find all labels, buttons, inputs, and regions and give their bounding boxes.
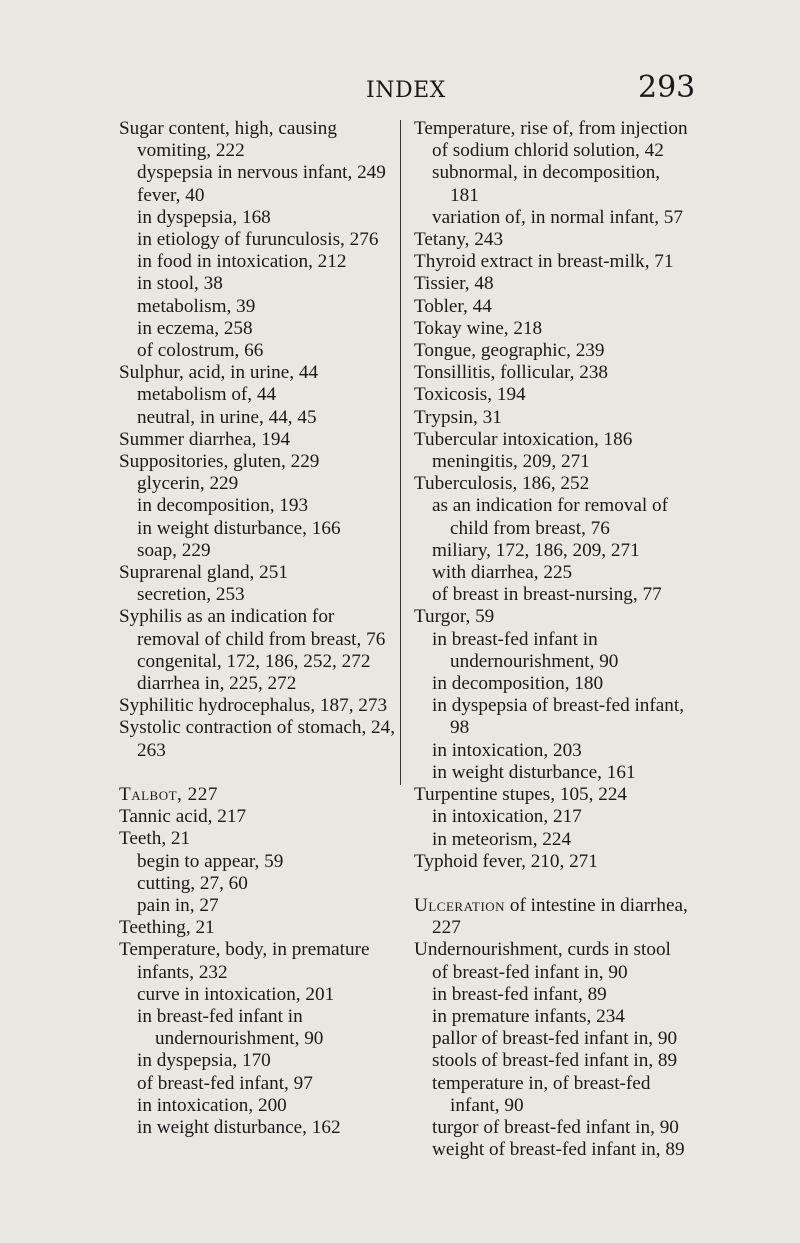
page-number: 293: [638, 70, 696, 105]
index-subentry: in weight disturbance, 162: [137, 1116, 341, 1138]
index-entry: Thyroid extract in breast-milk, 71: [414, 251, 674, 273]
index-subentry: dyspepsia in nervous infant, 249: [137, 162, 386, 184]
index-subentry: glycerin, 229: [137, 473, 239, 495]
index-column-left: [119, 118, 399, 1139]
column-divider: [400, 120, 401, 785]
index-subentry: congenital, 172, 186, 252, 272: [137, 650, 371, 672]
index-subentry: in etiology of furunculosis, 276: [137, 229, 379, 251]
index-entry: Toxicosis, 194: [414, 384, 526, 406]
index-subentry: stools of breast-fed infant in, 89: [432, 1050, 678, 1072]
index-subentry: in intoxication, 203: [432, 739, 582, 761]
index-subentry: in breast-fed infant in undernourishment, 90: [432, 628, 619, 672]
index-subentry: in eczema, 258: [137, 317, 253, 339]
index-subentry: secretion, 253: [137, 584, 245, 606]
index-entry: Teething, 21: [119, 917, 215, 939]
index-subentry: in decomposition, 193: [137, 495, 309, 517]
entry-gap: [414, 873, 690, 895]
index-subentry: of colostrum, 66: [137, 340, 264, 362]
index-entry: Syphilis as an indication for removal of child from breast, 76: [119, 606, 386, 650]
index-subentry: miliary, 172, 186, 209, 271: [432, 539, 640, 561]
index-subentry: with diarrhea, 225: [432, 562, 573, 584]
index-entry: Suppositories, gluten, 229: [119, 451, 320, 473]
index-subentry: neutral, in urine, 44, 45: [137, 406, 317, 428]
index-subentry: metabolism, 39: [137, 295, 256, 317]
index-subentry: in breast-fed infant, 89: [432, 983, 607, 1005]
index-subentry: begin to appear, 59: [137, 850, 284, 872]
index-entry: Tissier, 48: [414, 273, 494, 295]
index-column-right: [414, 118, 690, 1161]
index-subentry: pain in, 27: [137, 894, 219, 916]
index-entry: Tonsillitis, follicular, 238: [414, 362, 609, 384]
index-subentry: weight of breast-fed infant in, 89: [432, 1139, 685, 1161]
index-entry: Turgor, 59: [414, 606, 495, 628]
index-subentry: in breast-fed infant in undernourishment, 90: [137, 1005, 324, 1050]
index-subentry: meningitis, 209, 271: [432, 451, 590, 473]
index-subentry: as an indication for removal of child from breast, 76: [432, 495, 669, 539]
page-header: [0, 68, 800, 108]
index-subentry: in food in intoxication, 212: [137, 251, 347, 273]
index-subentry: cutting, 27, 60: [137, 872, 248, 894]
index-entry: Tokay wine, 218: [414, 317, 543, 339]
index-subentry: in intoxication, 217: [432, 806, 582, 828]
running-title: INDEX: [366, 78, 446, 103]
index-subentry: in intoxication, 200: [137, 1094, 287, 1116]
index-subentry: variation of, in normal infant, 57: [432, 206, 683, 228]
index-entry: Tannic acid, 217: [119, 806, 247, 828]
index-subentry: in decomposition, 180: [432, 673, 604, 695]
index-subentry: in dyspepsia, 170: [137, 1050, 271, 1072]
index-entry: Tubercular intoxication, 186: [414, 428, 633, 450]
index-entry: Summer diarrhea, 194: [119, 428, 291, 450]
index-subentry: in weight disturbance, 166: [137, 517, 341, 539]
index-entry: Talbot, 227: [119, 783, 218, 805]
index-entry: Turpentine stupes, 105, 224: [414, 784, 628, 806]
index-subentry: in stool, 38: [137, 273, 223, 295]
index-subentry: of breast in breast-nursing, 77: [432, 584, 662, 606]
index-subentry: fever, 40: [137, 184, 205, 206]
index-entry: Systolic contraction of stomach, 24, 263: [119, 717, 396, 761]
index-subentry: turgor of breast-fed infant in, 90: [432, 1116, 679, 1138]
index-subentry: in meteorism, 224: [432, 828, 572, 850]
index-entry: Syphilitic hydrocephalus, 187, 273: [119, 695, 388, 717]
index-entry: Tongue, geographic, 239: [414, 340, 605, 362]
index-subentry: in dyspepsia of breast-fed infant, 98: [432, 695, 685, 739]
index-subentry: pallor of breast-fed infant in, 90: [432, 1028, 678, 1050]
index-entry: Teeth, 21: [119, 828, 191, 850]
index-subentry: in premature infants, 234: [432, 1005, 625, 1027]
entry-gap: [119, 762, 399, 784]
index-entry: Tuberculosis, 186, 252: [414, 473, 590, 495]
index-entry: Typhoid fever, 210, 271: [414, 850, 598, 872]
index-subentry: diarrhea in, 225, 272: [137, 673, 297, 695]
index-subentry: curve in intoxication, 201: [137, 983, 335, 1005]
index-entry: Temperature, rise of, from injection of sodium chlorid solution, 42: [414, 118, 688, 162]
index-entry: Trypsin, 31: [414, 406, 502, 428]
index-subentry: metabolism of, 44: [137, 384, 277, 406]
index-subentry: soap, 229: [137, 539, 211, 561]
index-subentry: in dyspepsia, 168: [137, 206, 271, 228]
index-entry: Ulceration of intestine in diarrhea, 227: [414, 894, 688, 939]
index-subentry: subnormal, in decomposition, 181: [432, 162, 661, 206]
index-subentry: of breast-fed infant, 97: [137, 1072, 313, 1094]
index-entry: Tobler, 44: [414, 295, 492, 317]
index-subentry: in weight disturbance, 161: [432, 761, 636, 783]
index-entry: Tetany, 243: [414, 229, 504, 251]
index-subentry: temperature in, of breast-fed infant, 90: [432, 1072, 651, 1116]
index-entry: Sulphur, acid, in urine, 44: [119, 362, 319, 384]
index-entry: Undernourishment, curds in stool of breast-fed infant in, 90: [414, 939, 671, 983]
index-entry: Sugar content, high, causing vomiting, 222: [119, 118, 337, 162]
index-entry: Suprarenal gland, 251: [119, 562, 288, 584]
index-entry: Temperature, body, in premature infants, 232: [119, 939, 370, 983]
